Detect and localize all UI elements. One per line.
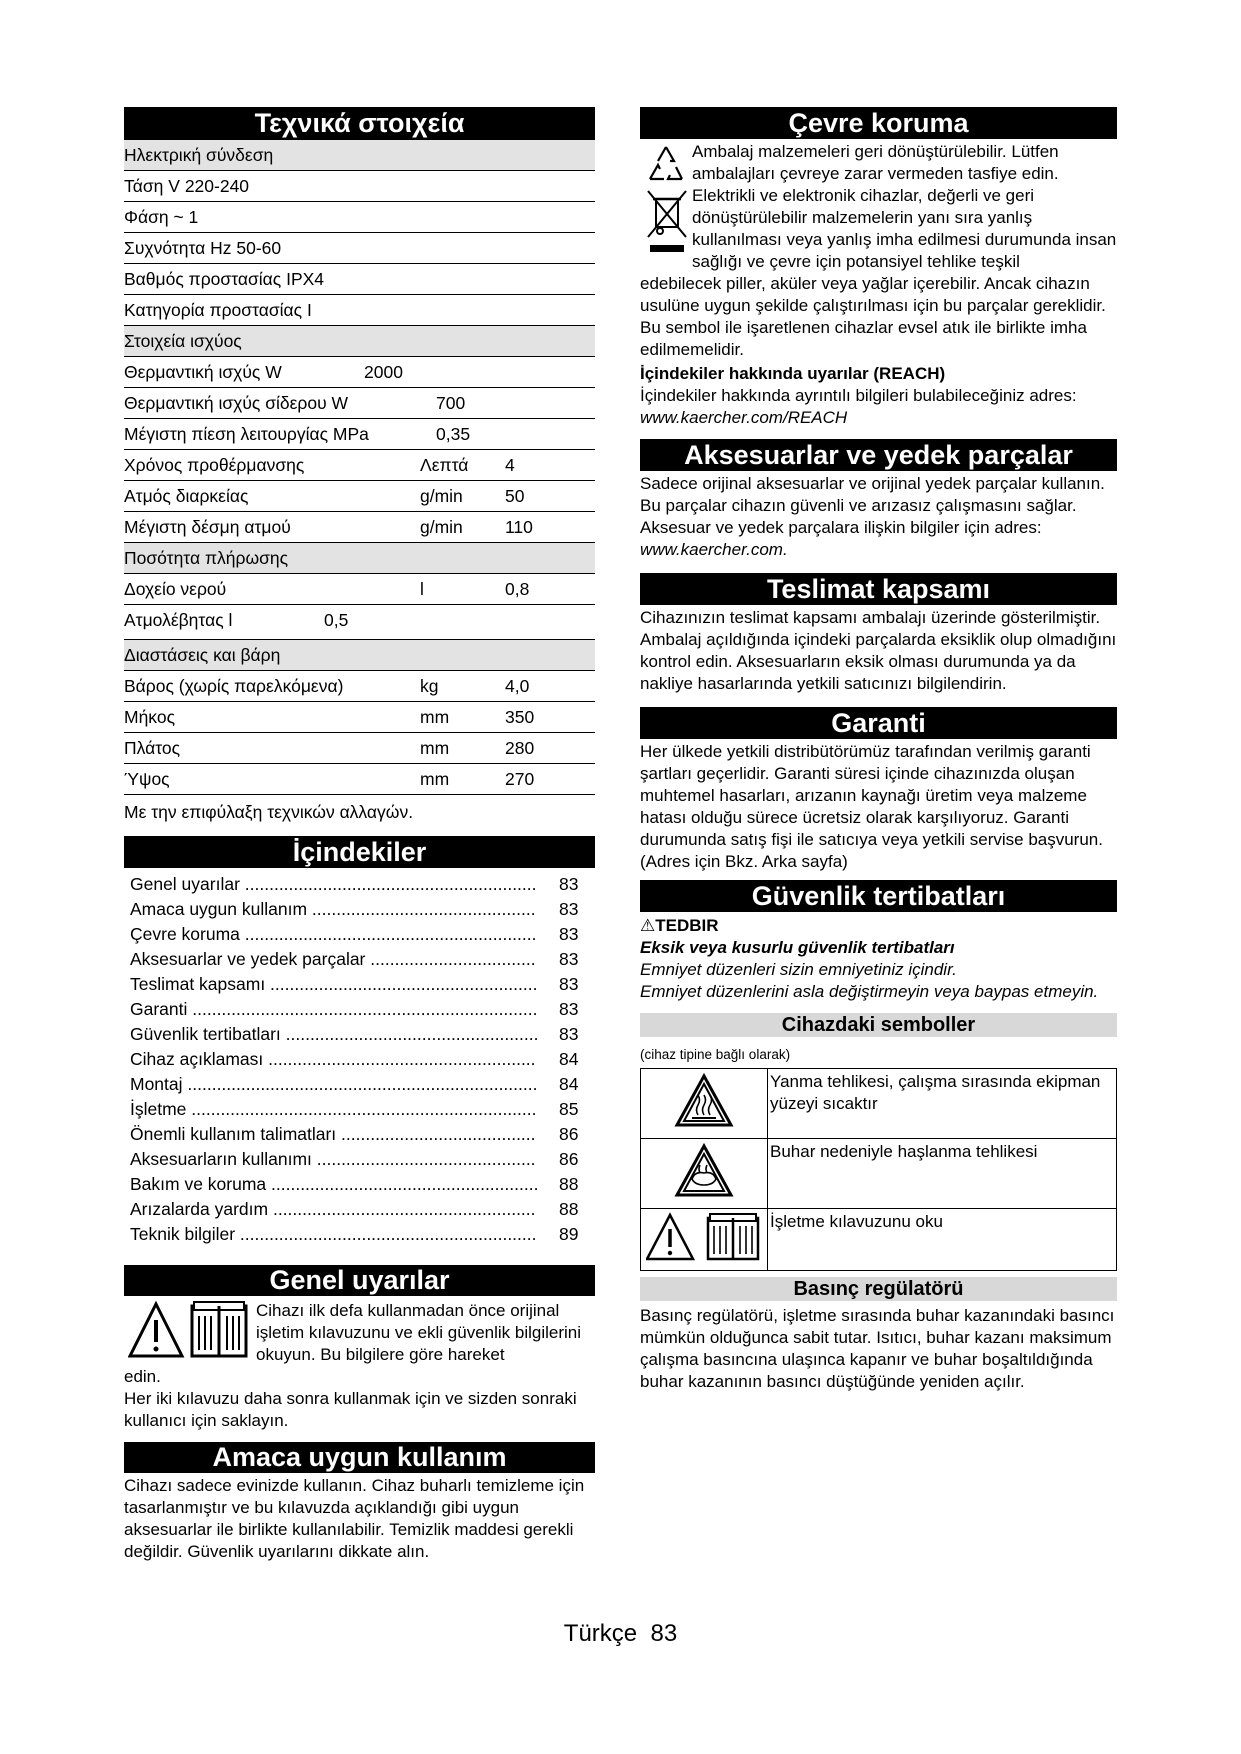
table-row — [124, 450, 595, 481]
toc-label: Genel uyarılar ..... — [130, 874, 537, 895]
table-row — [124, 388, 595, 419]
toc-entry[interactable] — [124, 1074, 595, 1099]
tech-data-table — [124, 139, 595, 635]
symbol-row — [641, 1139, 1117, 1209]
table-row — [124, 419, 595, 450]
toc-page: 83 — [559, 874, 579, 894]
symbol-text-steam: Buhar nedeniyle haşlanma tehlikesi — [768, 1139, 1117, 1209]
cell-label: Φάση ~ 1 — [124, 207, 199, 227]
toc-entry[interactable] — [124, 924, 595, 949]
cell-value: 350 — [505, 707, 535, 727]
caution-label: ⚠TEDBIR — [640, 916, 719, 935]
caution-subheading: Eksik veya kusurlu güvenlik tertibatları — [640, 938, 955, 957]
cell-unit: g/min — [420, 486, 463, 506]
table-row — [124, 605, 595, 635]
left-column — [124, 107, 595, 1563]
reach-text: İçindekiler hakkında ayrıntılı bilgileri bulabileceğiniz adres: www.kaercher.com/REACH — [640, 386, 1077, 427]
cell-unit: 0,5 — [324, 610, 349, 630]
toc-entry[interactable] — [124, 1149, 595, 1174]
environment-text-3: edebilecek piller, aküler veya yağlar içerebilir. Ancak cihazın usulüne uygun şekilde çalıştırılması için bu parçalar gereklidir. Bu sembol ile işaretlenen cihazlar evsel atık ile birlikte imha edilmemelidir. — [640, 274, 1106, 359]
toc-label: Aksesuarların kullanımı ..... — [130, 1149, 537, 1170]
cell-label: Βάρος (χωρίς παρελκόμενα) — [124, 676, 344, 696]
toc-page: 83 — [559, 1024, 579, 1044]
recycle-icon — [644, 143, 688, 187]
intended-use-text: Cihazı sadece evinizde kullanın. Cihaz buharlı temizleme için tasarlanmıştır ve bu kılavuzda açıklandığı gibi uygun aksesuarlar ile birlikte kullanılabilir. Temizlik maddesi gerekli değildir. Güvenlik uyarılarını dikkate alın. — [124, 1476, 585, 1561]
toc-entry[interactable] — [124, 1049, 595, 1074]
cell-label: Βαθμός προστασίας IPX4 — [124, 269, 325, 289]
toc-entry[interactable] — [124, 874, 595, 899]
toc-label: Amaca uygun kullanım ..... — [130, 899, 537, 920]
cell-value: 4 — [505, 455, 515, 475]
toc-entry[interactable] — [124, 1124, 595, 1149]
table-row — [124, 357, 595, 388]
toc-page: 83 — [559, 899, 579, 919]
read-manual-icon — [646, 1212, 762, 1262]
cell-unit: mm — [420, 707, 450, 727]
cell-label: Τάση V 220-240 — [124, 176, 250, 196]
general-warnings-text-end: edin. — [124, 1367, 161, 1386]
toc-list — [124, 874, 595, 1249]
device-symbols-note: (cihaz tipine bağlı olarak) — [640, 1047, 791, 1062]
warning-triangle-icon — [130, 1304, 182, 1356]
reach-heading: İçindekiler hakkında uyarılar (REACH) — [640, 364, 946, 383]
table-row — [124, 202, 595, 233]
cell-value: 110 — [505, 517, 533, 537]
page-footer: Türkçe 83 — [563, 1620, 678, 1647]
table-row — [124, 264, 595, 295]
delivery-text: Cihazınızın teslimat kapsamı ambalajı üzerinde gösterilmiştir. Ambalaj açıldığında içindeki parçalarda eksiklik olup olmadığını kontrol edin. Aksesuarların eksik olması durumunda ya da nakliye hasarlarında yetkili satıcınızı bilgilendirin. — [640, 608, 1117, 693]
cell-label: Θερμαντική ισχύς σίδερου W — [124, 393, 349, 413]
toc-entry[interactable] — [124, 899, 595, 924]
accessories-link[interactable]: www.kaercher.com. — [640, 540, 788, 559]
table-row — [124, 512, 595, 543]
tech-note: Με την επιφύλαξη τεχνικών αλλαγών. — [124, 802, 414, 822]
cell-label: Πλάτος — [124, 738, 181, 758]
warning-icons — [128, 1300, 253, 1367]
symbol-text-hot-surface: Yanma tehlikesi, çalışma sırasında ekipman yüzeyi sıcaktır — [768, 1069, 1117, 1139]
toc-title: İçindekiler — [124, 836, 595, 868]
cell-unit: g/min — [420, 517, 463, 537]
toc-entry[interactable] — [124, 949, 595, 974]
toc-page: 85 — [559, 1099, 579, 1119]
table-row — [124, 233, 595, 264]
table-row — [124, 671, 595, 702]
toc-page: 88 — [559, 1199, 579, 1219]
toc-entry[interactable] — [124, 1099, 595, 1124]
toc-label: Arızalarda yardım ..... — [130, 1199, 537, 1220]
cell-value: 280 — [505, 738, 535, 758]
table-row — [124, 295, 595, 326]
toc-label: Önemli kullanım talimatları ..... — [130, 1124, 537, 1145]
toc-page: 83 — [559, 924, 579, 944]
intended-use-title: Amaca uygun kullanım — [124, 1442, 595, 1473]
table-row — [124, 481, 595, 512]
cell-label: Χρόνος προθέρμανσης — [124, 455, 305, 475]
toc-label: Aksesuarlar ve yedek parçalar ..... — [130, 949, 537, 970]
warranty-text: Her ülkede yetkili distribütörümüz tarafından verilmiş garanti şartları geçerlidir. Garanti süresi içinde cihazınızda oluşan muhtemel hasarları, arızanın kaynağı üretim veya malzeme hatası olduğu sürece ücretsiz olarak karşılıyoruz. Garanti durumunda satış fişi ile satıcıya veya yetkili servise başvurun. — [640, 742, 1103, 849]
reach-link[interactable]: www.kaercher.com/REACH — [640, 408, 848, 427]
environment-text-2: Elektrikli ve elektronik cihazlar, değerli ve geri dönüştürülebilir malzemelerin yanı sıra yanlış kullanılması veya yanlış imha edilmesi durumunda insan sağlığı ve çevre için potansiyel tehlike teşkil — [692, 186, 1117, 271]
table-section-header — [124, 326, 595, 357]
accessories-text-1: Sadece orijinal aksesuarlar ve orijinal yedek parçalar kullanın. Bu parçalar cihazın güvenli ve arızasız çalışmasını sağlar. — [640, 474, 1105, 515]
toc-label: İşletme ..... — [130, 1099, 537, 1120]
toc-entry[interactable] — [124, 999, 595, 1024]
symbol-text-read-manual: İşletme kılavuzunu oku — [768, 1209, 1117, 1271]
cell-label: Ποσότητα πλήρωσης — [124, 548, 289, 568]
toc-label: Teslimat kapsamı ..... — [130, 974, 537, 995]
toc-page: 84 — [559, 1049, 579, 1069]
cell-unit: Λεπτά — [420, 455, 469, 475]
cell-value: 0,8 — [505, 579, 530, 599]
cell-unit: kg — [420, 676, 439, 696]
toc-label: Montaj ..... — [130, 1074, 537, 1095]
cell-label: Ηλεκτρική σύνδεση — [124, 145, 274, 165]
symbol-row — [641, 1209, 1117, 1271]
general-warnings-keep: Her iki kılavuzu daha sonra kullanmak için ve sizden sonraki kullanıcı için saklayın. — [124, 1389, 577, 1430]
toc-entry[interactable] — [124, 1174, 595, 1199]
cell-label: Ατμολέβητας l — [124, 610, 233, 630]
cell-unit: l — [420, 579, 424, 599]
toc-label: Çevre koruma ..... — [130, 924, 537, 945]
toc-label: Cihaz açıklaması ..... — [130, 1049, 537, 1070]
table-section-header — [124, 640, 595, 671]
cell-unit: 2000 — [364, 362, 403, 382]
cell-label: Διαστάσεις και βάρη — [124, 645, 281, 665]
toc-page: 88 — [559, 1174, 579, 1194]
cell-label: Μέγιστη δέσμη ατμού — [124, 517, 291, 537]
general-warnings-block — [124, 1300, 595, 1432]
safety-devices-title: Güvenlik tertibatları — [640, 880, 1117, 912]
toc-page: 84 — [559, 1074, 579, 1094]
cell-value: 4,0 — [505, 676, 530, 696]
cell-label: Ατμός διαρκείας — [124, 486, 249, 506]
wheelie-bin-crossed-icon — [644, 187, 690, 257]
toc-label: Güvenlik tertibatları ..... — [130, 1024, 537, 1045]
table-row — [124, 702, 595, 733]
device-symbols-table — [640, 1068, 1117, 1271]
table-section-header — [124, 543, 595, 574]
pressure-regulator-title: Basınç regülatörü — [640, 1277, 1117, 1301]
accessories-text-2: Aksesuar ve yedek parçalara ilişkin bilgiler için adres: — [640, 518, 1042, 537]
cell-label: Μήκος — [124, 707, 176, 727]
dimensions-table — [124, 639, 595, 795]
accessories-title: Aksesuarlar ve yedek parçalar — [640, 439, 1117, 471]
environment-block — [640, 141, 1117, 429]
device-symbols-title: Cihazdaki semboller — [640, 1013, 1117, 1037]
symbol-row — [641, 1069, 1117, 1139]
toc-entry[interactable] — [124, 1199, 595, 1224]
cell-unit: 700 — [436, 393, 466, 413]
general-warnings-text: Cihazı ilk defa kullanmadan önce orijinal işletim kılavuzunu ve ekli güvenlik bilgilerini okuyun. Bu bilgilere göre hareket — [256, 1301, 582, 1364]
toc-label: Bakım ve koruma ..... — [130, 1174, 537, 1195]
warranty-address-note: (Adres için Bkz. Arka sayfa) — [640, 852, 848, 871]
table-row — [124, 733, 595, 764]
toc-entry[interactable] — [124, 1024, 595, 1049]
hot-surface-icon — [674, 1073, 734, 1129]
cell-label: Δοχείο νερού — [124, 579, 227, 599]
caution-text-1: Emniyet düzenleri sizin emniyetiniz içindir. — [640, 960, 957, 979]
toc-label: Garanti ..... — [130, 999, 537, 1020]
tech-data-title: Τεχνικά στοιχεία — [124, 107, 595, 139]
right-column — [640, 107, 1117, 1393]
pressure-regulator-text: Basınç regülatörü, işletme sırasında buhar kazanındaki basıncı mümkün olduğunca sabit tutar. Isıtıcı, buhar kazanı maksimum çalışma basıncına ulaşınca kapanır ve buhar boşaltıldığında buhar kazanının basıncı düştüğünde yeniden açılır. — [640, 1306, 1115, 1391]
general-warnings-title: Genel uyarılar — [124, 1265, 595, 1296]
toc-label: Teknik bilgiler ..... — [130, 1224, 537, 1245]
toc-page: 89 — [559, 1224, 579, 1244]
toc-page: 86 — [559, 1149, 579, 1169]
cell-label: Θερμαντική ισχύς W — [124, 362, 282, 382]
caution-triangle-icon: ⚠ — [640, 916, 656, 935]
environment-text-1: Ambalaj malzemeleri geri dönüştürülebilir. Lütfen ambalajları çevreye zarar vermeden tasfiye edin. — [692, 142, 1059, 183]
warranty-title: Garanti — [640, 707, 1117, 739]
manual-book-icon — [192, 1302, 246, 1356]
toc-page: 86 — [559, 1124, 579, 1144]
table-row — [124, 171, 595, 202]
cell-unit: mm — [420, 769, 450, 789]
cell-label: Κατηγορία προστασίας I — [124, 300, 312, 320]
toc-page: 83 — [559, 974, 579, 994]
cell-unit: 0,35 — [436, 424, 471, 444]
cell-value: 50 — [505, 486, 525, 506]
toc-entry[interactable] — [124, 974, 595, 999]
table-row — [124, 764, 595, 795]
caution-text-2: Emniyet düzenlerini asla değiştirmeyin veya baypas etmeyin. — [640, 982, 1099, 1001]
toc-entry[interactable] — [124, 1224, 595, 1249]
cell-label: Ύψος — [124, 769, 170, 789]
table-row — [124, 574, 595, 605]
cell-label: Στοιχεία ισχύος — [124, 331, 242, 351]
cell-label: Μέγιστη πίεση λειτουργίας MPa — [124, 424, 369, 444]
cell-label: Συχνότητα Hz 50-60 — [124, 238, 282, 258]
delivery-title: Teslimat kapsamı — [640, 573, 1117, 605]
steam-scald-icon — [674, 1143, 734, 1199]
toc-page: 83 — [559, 949, 579, 969]
cell-unit: mm — [420, 738, 450, 758]
cell-value: 270 — [505, 769, 535, 789]
environment-title: Çevre koruma — [640, 107, 1117, 139]
table-section-header — [124, 140, 595, 171]
toc-page: 83 — [559, 999, 579, 1019]
